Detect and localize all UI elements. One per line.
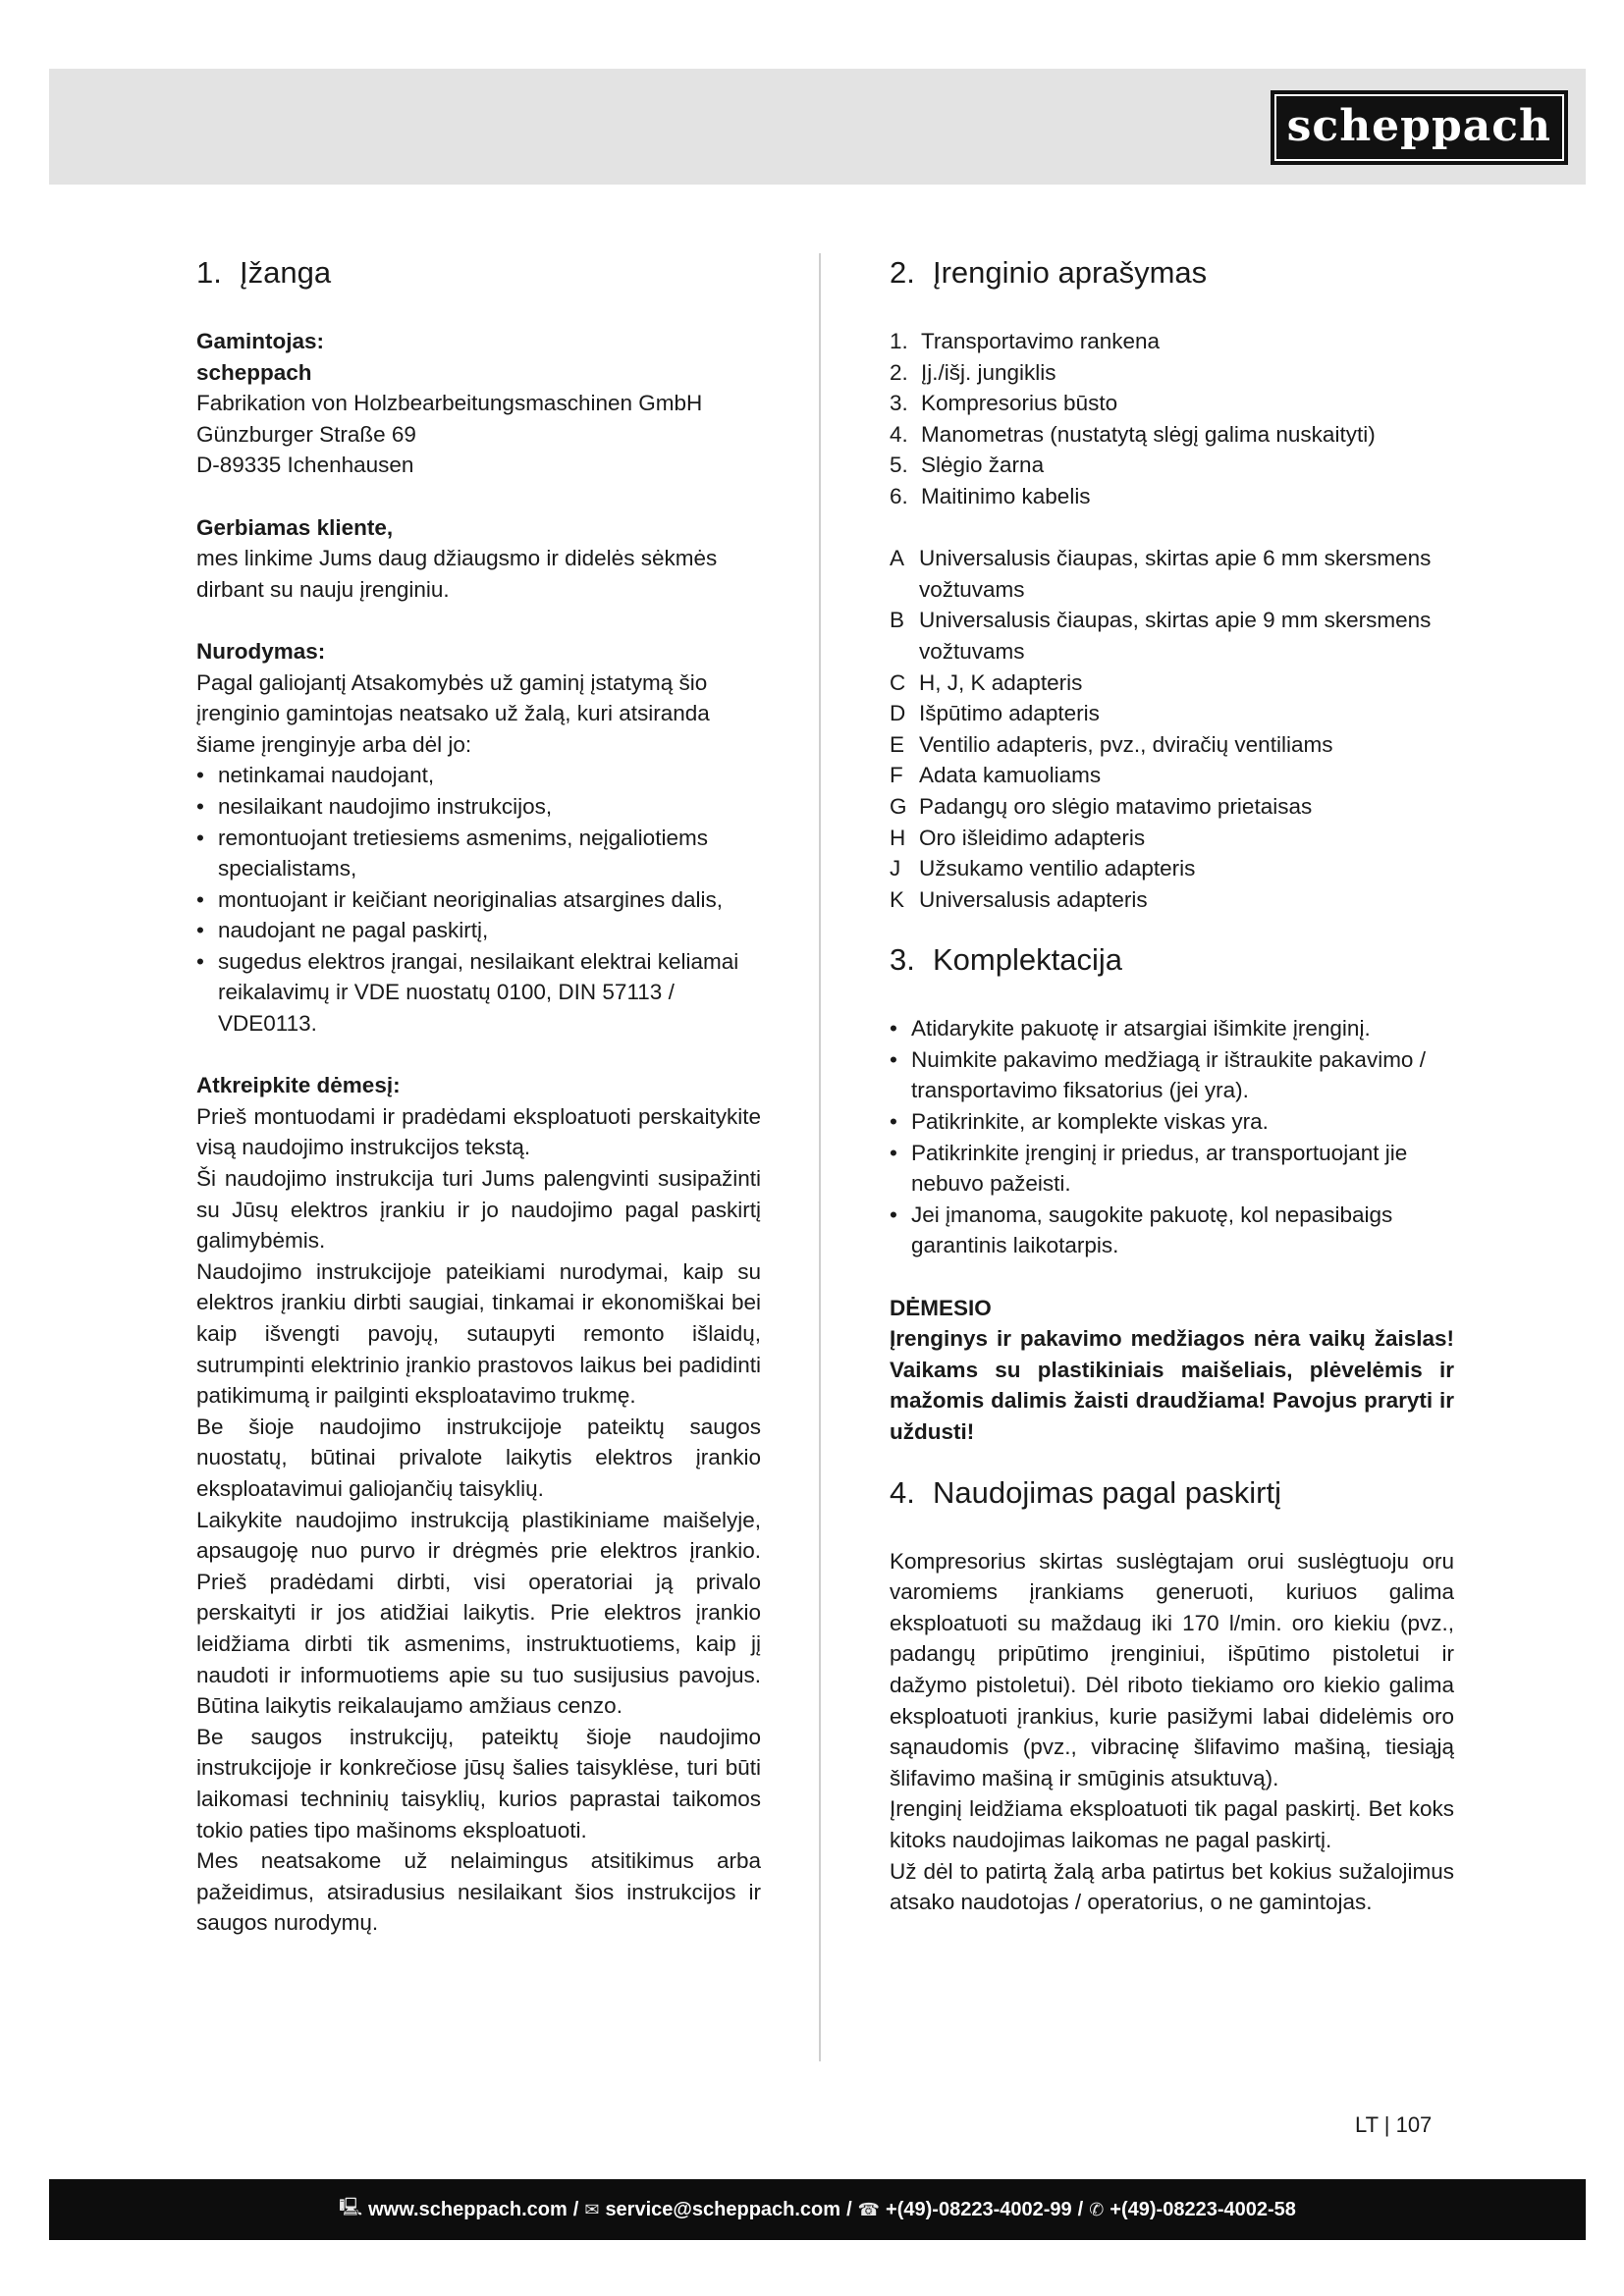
attention-text bbox=[196, 1101, 761, 1939]
footer-phone: +(49)-08223-4002-99 bbox=[886, 2198, 1072, 2220]
list-item: • nesilaikant naudojimo instrukcijos, bbox=[196, 791, 761, 823]
accessory-item-marker: E bbox=[890, 731, 905, 757]
list-item: • Nuimkite pakavimo medžiagą ir ištraukite pakavimo / transportavimo fiksatorius (jei yra). bbox=[890, 1044, 1454, 1106]
accessory-item bbox=[890, 791, 1454, 823]
part-item-text: Įj./išj. jungiklis bbox=[921, 359, 1056, 385]
accessory-item-marker: J bbox=[890, 856, 901, 881]
accessory-item bbox=[890, 760, 1454, 791]
paragraph: Naudojimo instrukcijoje pateikiami nurodymai, kaip su elektros įrankiu dirbti saugiai, tinkamai ir ekonomiškai bei kaip išvengti pavojų, sutaupyti remonto išlaidų, sutrumpinti elektrinio įrankio prastovos laikus bei padidinti patikimumą ir pailginti eksploatavimo trukmę. bbox=[196, 1258, 761, 1409]
accessory-item bbox=[890, 667, 1454, 699]
accessory-item-text: Universalusis čiaupas, skirtas apie 9 mm skersmens vožtuvams bbox=[919, 608, 1432, 664]
list-item: • sugedus elektros įrangai, nesilaikant elektrai keliamai reikalavimų ir VDE nuostatų 0100, DIN 57113 / VDE0113. bbox=[196, 946, 761, 1040]
footer-separator: / bbox=[846, 2198, 852, 2220]
paragraph: Įrenginį leidžiama eksploatuoti tik pagal paskirtį. Bet koks kitoks naudojimas laikomas ne pagal paskirtį. bbox=[890, 1796, 1454, 1852]
part-item-text: Slėgio žarna bbox=[921, 453, 1045, 478]
list-item: • netinkamai naudojant, bbox=[196, 760, 761, 791]
warning-label: DĖMESIO bbox=[890, 1295, 992, 1320]
right-column bbox=[890, 253, 1454, 1918]
part-item-marker: 1. bbox=[890, 329, 908, 353]
section-1-heading: 1. Įžanga bbox=[196, 255, 332, 290]
mail-icon: ✉ bbox=[584, 2199, 600, 2219]
scope-bullet-list bbox=[890, 1013, 1454, 1261]
part-item-text: Kompresorius būsto bbox=[921, 391, 1118, 416]
footer-separator: / bbox=[572, 2198, 579, 2220]
accessory-item-marker: B bbox=[890, 608, 905, 633]
address-line: Fabrikation von Holzbearbeitungsmaschinen GmbH bbox=[196, 391, 703, 416]
accessory-item bbox=[890, 823, 1454, 854]
accessory-item-marker: F bbox=[890, 763, 903, 788]
accessory-item bbox=[890, 853, 1454, 884]
list-item: • naudojant ne pagal paskirtį, bbox=[196, 915, 761, 946]
fax-icon: ✆ bbox=[1089, 2199, 1105, 2219]
accessory-item bbox=[890, 884, 1454, 916]
accessory-item bbox=[890, 605, 1454, 667]
list-item: • Jei įmanoma, saugokite pakuotę, kol nepasibaigs garantinis laikotarpis. bbox=[890, 1200, 1454, 1261]
accessory-item-text: Ventilio adapteris, pvz., dviračių ventiliams bbox=[919, 731, 1333, 757]
list-item: • Patikrinkite, ar komplekte viskas yra. bbox=[890, 1106, 1454, 1138]
part-item-marker: 4. bbox=[890, 421, 908, 447]
list-item: • Patikrinkite įrenginį ir priedus, ar transportuojant jie nebuvo pažeisti. bbox=[890, 1138, 1454, 1200]
address-line: D-89335 Ichenhausen bbox=[196, 453, 414, 478]
address-line: Günzburger Straße 69 bbox=[196, 421, 416, 447]
page-number: LT | 107 bbox=[1355, 2112, 1433, 2137]
accessory-item bbox=[890, 729, 1454, 761]
accessory-item-text: Universalusis adapteris bbox=[919, 886, 1148, 912]
part-item bbox=[890, 450, 1454, 481]
accessory-item-text: H, J, K adapteris bbox=[919, 669, 1083, 695]
phone-icon: ☎ bbox=[857, 2199, 881, 2219]
part-item-text: Manometras (nustatytą slėgį galima nuskaityti) bbox=[921, 421, 1376, 447]
accessory-item-text: Padangų oro slėgio matavimo prietaisas bbox=[919, 793, 1313, 819]
section-3-heading: 3. Komplektacija bbox=[890, 942, 1122, 978]
accessory-item-text: Universalusis čiaupas, skirtas apie 6 mm skersmens vožtuvams bbox=[919, 546, 1432, 602]
part-item bbox=[890, 481, 1454, 512]
part-item-marker: 3. bbox=[890, 391, 908, 416]
part-item bbox=[890, 419, 1454, 451]
page-footer bbox=[49, 2179, 1586, 2240]
accessory-item bbox=[890, 543, 1454, 605]
computer-icon: 🖳 bbox=[339, 2197, 363, 2216]
list-item: • Atidarykite pakuotę ir atsargiai išimkite įrenginį. bbox=[890, 1013, 1454, 1044]
accessory-item-text: Išpūtimo adapteris bbox=[919, 701, 1100, 726]
warning-text: Įrenginys ir pakavimo medžiagos nėra vaikų žaislas! Vaikams su plastikiniais maišeliais, plėvelėmis ir mažomis dalimis žaisti draudžiama! Pavojus praryti ir uždusti! bbox=[890, 1326, 1454, 1444]
note-label: Nurodymas: bbox=[196, 638, 326, 664]
paragraph: Ši naudojimo instrukcija turi Jums palengvinti susipažinti su Jūsų elektros įrankiu ir jo naudojimo pagal paskirtį galimybėmis. bbox=[196, 1166, 761, 1254]
accessory-item-marker: K bbox=[890, 886, 905, 912]
column-divider bbox=[819, 253, 821, 2061]
part-item-marker: 2. bbox=[890, 359, 908, 385]
accessory-item-marker: A bbox=[890, 546, 905, 571]
manufacturer-name: scheppach bbox=[196, 359, 312, 385]
part-item-marker: 5. bbox=[890, 453, 908, 478]
part-item-text: Maitinimo kabelis bbox=[921, 483, 1091, 508]
paragraph: Prieš montuodami ir pradėdami eksploatuoti perskaitykite visą naudojimo instrukcijos tekstą. bbox=[196, 1103, 761, 1160]
left-column bbox=[196, 253, 761, 1939]
accessory-item-marker: C bbox=[890, 669, 906, 695]
paragraph: Laikykite naudojimo instrukciją plastikiniame maišelyje, apsaugoję nuo purvo ir drėgmės prie elektros įrankio. Prieš pradėdami dirbti, visi operatoriai ją privalo perskaityti ir jos atidžiai laikytis. Prie elektros įrankio leidžiama dirbti tik asmenims, instruktuotiems, kaip jį naudoti ir informuotiems apie su tuo susijusius pavojus. Būtina laikytis reikalaujamo amžiaus cenzo. bbox=[196, 1507, 761, 1719]
accessory-item-marker: G bbox=[890, 793, 907, 819]
footer-website: www.scheppach.com bbox=[368, 2198, 568, 2220]
note-bullet-list bbox=[196, 760, 761, 1039]
footer-fax: +(49)-08223-4002-58 bbox=[1110, 2198, 1296, 2220]
attention-label: Atkreipkite dėmesį: bbox=[196, 1073, 401, 1098]
paragraph: Už dėl to patirtą žalą arba patirtus bet kokius sužalojimus atsako naudotojas / operatorius, o ne gamintojas. bbox=[890, 1858, 1454, 1915]
accessory-item-text: Adata kamuoliams bbox=[919, 763, 1102, 788]
note-text: Pagal galiojantį Atsakomybės už gaminį įstatymą šio įrenginio gamintojas neatsako už žalą, kuri atsiranda šiame įrenginyje arba dėl jo: bbox=[196, 669, 710, 757]
accessory-item bbox=[890, 698, 1454, 729]
greeting-text: mes linkime Jums daug džiaugsmo ir didelės sėkmės dirbant su nauju įrenginiu. bbox=[196, 546, 718, 602]
section-4-heading: 4. Naudojimas pagal paskirtį bbox=[890, 1474, 1281, 1510]
footer-separator: / bbox=[1077, 2198, 1084, 2220]
part-item-marker: 6. bbox=[890, 483, 908, 508]
accessories-list bbox=[890, 543, 1454, 915]
section-2-heading: 2. Įrenginio aprašymas bbox=[890, 255, 1208, 290]
page-header bbox=[49, 69, 1586, 185]
paragraph: Kompresorius skirtas suslėgtajam orui suslėgtuoju oru varomiems įrankiams generuoti, kuriuos galima eksploatuoti su maždaug iki 170 l/min. oro kiekiu (pvz., padangų pripūtimo įrenginiui, išpūtimo pistoletui ir dažymo pistoletui). Dėl riboto tiekiamo oro kiekio galima eksploatuoti įrankius, kurie pasižymi labai didelėmis oro sąnaudomis (pvz., vibracinę šlifavimo mašiną, tiesiąją šlifavimo mašiną ir smūginis atsuktuvą). bbox=[890, 1548, 1454, 1790]
accessory-item-marker: D bbox=[890, 701, 906, 726]
greeting-label: Gerbiamas kliente, bbox=[196, 514, 394, 540]
accessory-item-text: Užsukamo ventilio adapteris bbox=[919, 856, 1196, 881]
list-item: • remontuojant tretiesiems asmenims, neįgaliotiems specialistams, bbox=[196, 823, 761, 884]
part-item bbox=[890, 357, 1454, 389]
scheppach-logo: scheppach bbox=[1271, 90, 1568, 165]
paragraph: Be saugos instrukcijų, pateiktų šioje naudojimo instrukcijoje ir konkrečiose jūsų šalies taisyklėse, turi būti laikomasi techninių taisyklių, kurios paprastai taikomos tokio paties tipo mašinoms eksploatuoti. bbox=[196, 1724, 761, 1842]
paragraph: Mes neatsakome už nelaimingus atsitikimus arba pažeidimus, atsiradusius nesilaikant šios instrukcijos ir saugos nurodymų. bbox=[196, 1848, 761, 1936]
accessory-item-text: Oro išleidimo adapteris bbox=[919, 825, 1146, 850]
footer-email: service@scheppach.com bbox=[605, 2198, 841, 2220]
paragraph: Be šioje naudojimo instrukcijoje pateiktų saugos nuostatų, būtinai privalote laikytis elektros įrankio eksploatavimui galiojančių taisyklių. bbox=[196, 1414, 761, 1501]
manufacturer-address bbox=[196, 388, 761, 481]
manufacturer-label: Gamintojas: bbox=[196, 329, 325, 353]
part-item-text: Transportavimo rankena bbox=[921, 329, 1161, 353]
list-item: • montuojant ir keičiant neoriginalias atsargines dalis, bbox=[196, 884, 761, 916]
accessory-item-marker: H bbox=[890, 825, 906, 850]
parts-list bbox=[890, 326, 1454, 512]
part-item bbox=[890, 326, 1454, 357]
part-item bbox=[890, 388, 1454, 419]
usage-text bbox=[890, 1546, 1454, 1918]
